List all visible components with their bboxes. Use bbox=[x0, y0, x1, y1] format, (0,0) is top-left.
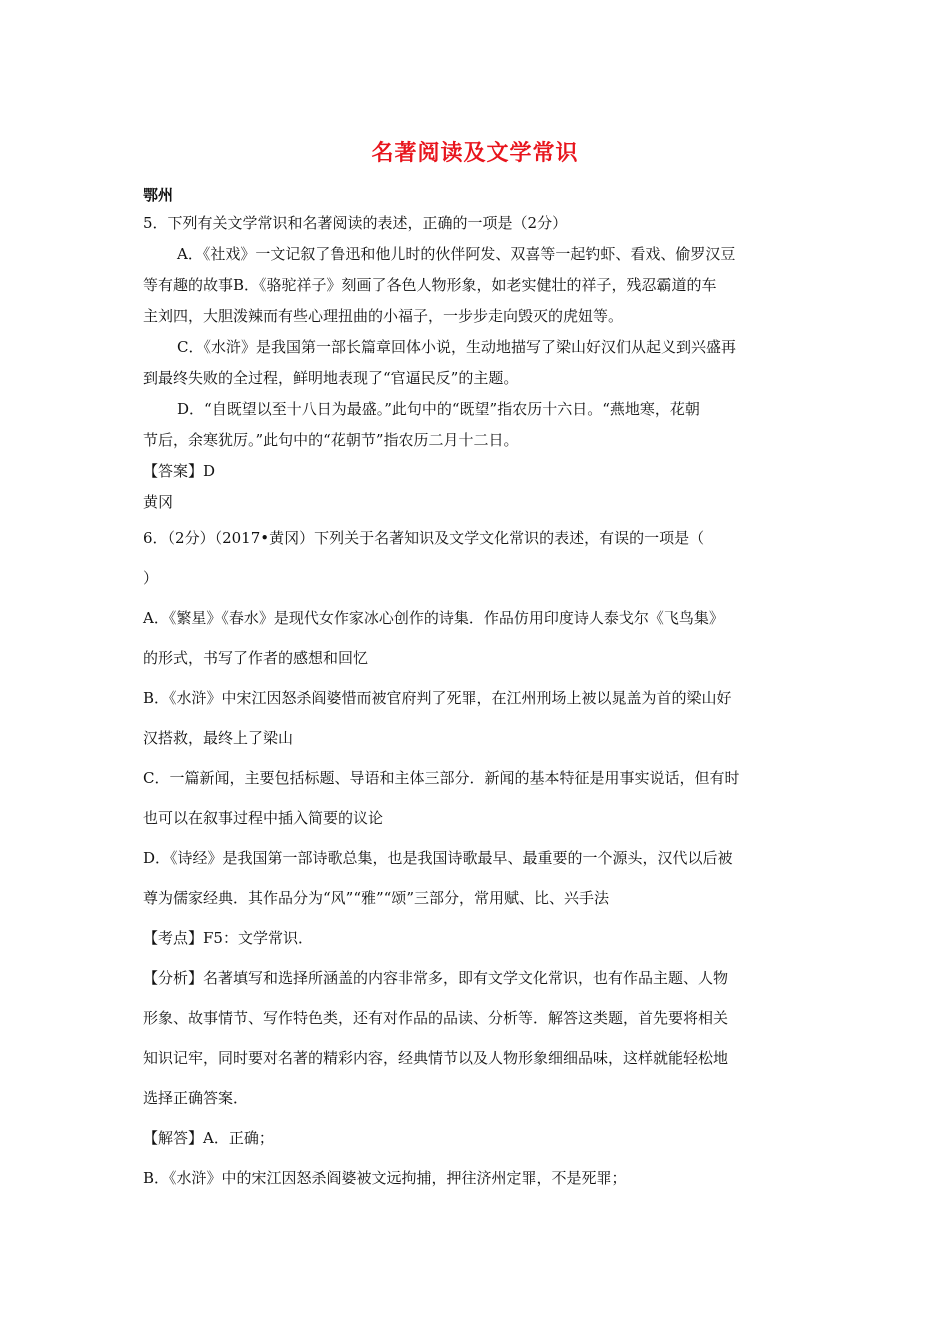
document-body bbox=[143, 180, 811, 1198]
question-6-stem-line-1: 6．（2分）（2017•黄冈）下列关于名著知识及文学文化常识的表述，有误的一项是（ bbox=[143, 529, 705, 547]
question-6-stem-line-2: ） bbox=[143, 569, 159, 587]
question-6-solution-line-1: 【解答】A．正确； bbox=[143, 1129, 274, 1147]
question-6-option-d-line-2: 尊为儒家经典．其作品分为“风”“雅”“颂”三部分，常用赋、比、兴手法 bbox=[143, 889, 610, 907]
question-6-option-b-line-2: 汉搭救，最终上了梁山 bbox=[143, 729, 294, 747]
question-6-option-b-line-1: B．《水浒》中宋江因怒杀阎婆惜而被官府判了死罪，在江州刑场上被以晁盖为首的梁山好 bbox=[143, 689, 732, 707]
question-6-option-c-line-1: C．一篇新闻，主要包括标题、导语和主体三部分．新闻的基本特征是用事实说话，但有时 bbox=[143, 769, 740, 787]
question-5-option-a-line-2: 等有趣的故事B．《骆驼祥子》刻画了各色人物形象，如老实健壮的祥子，残忍霸道的车 bbox=[143, 276, 717, 294]
question-5-option-c-line-1: C．《水浒》是我国第一部长篇章回体小说，生动地描写了梁山好汉们从起义到兴盛再 bbox=[177, 338, 736, 356]
question-6-analysis-line-3: 知识记牢，同时要对名著的精彩内容，经典情节以及人物形象细细品味，这样就能轻松地 bbox=[143, 1049, 729, 1067]
question-6-block bbox=[143, 518, 811, 1198]
question-6-solution-line-2: B．《水浒》中的宋江因怒杀阎婆被文远拘捕，押往济州定罪，不是死罪； bbox=[143, 1169, 627, 1187]
question-5-option-a-line-1: A．《社戏》一文记叙了鲁迅和他儿时的伙伴阿发、双喜等一起钓虾、看戏、偷罗汉豆 bbox=[177, 245, 736, 263]
question-5-option-d-line-1: D．“自既望以至十八日为最盛。”此句中的“既望”指农历十六日。“燕地寒，花朝 bbox=[177, 400, 700, 418]
region-heading-ezhou: 鄂州 bbox=[143, 186, 174, 204]
question-5-option-d-line-2: 节后，余寒犹厉。”此句中的“花朝节”指农历二月十二日。 bbox=[143, 431, 519, 449]
document-title: 名著阅读及文学常识 bbox=[371, 140, 579, 166]
question-6-option-c-line-2: 也可以在叙事过程中插入简要的议论 bbox=[143, 809, 384, 827]
question-5-answer: 【答案】D bbox=[143, 462, 216, 480]
question-6-analysis-line-4: 选择正确答案． bbox=[143, 1089, 249, 1107]
question-5-stem: 5．下列有关文学常识和名著阅读的表述，正确的一项是（2分） bbox=[143, 214, 568, 232]
question-5-option-c-line-2: 到最终失败的全过程，鲜明地表现了“官逼民反”的主题。 bbox=[143, 369, 519, 387]
question-6-option-a-line-2: 的形式，书写了作者的感想和回忆 bbox=[143, 649, 369, 667]
question-6-analysis-line-1: 【分析】名著填写和选择所涵盖的内容非常多，即有文学文化常识，也有作品主题、人物 bbox=[143, 969, 729, 987]
question-6-option-a-line-1: A．《繁星》《春水》是现代女作家冰心创作的诗集．作品仿用印度诗人泰戈尔《飞鸟集》 bbox=[143, 609, 724, 627]
question-6-kaodian: 【考点】F5：文学常识． bbox=[143, 929, 313, 947]
question-6-option-d-line-1: D．《诗经》是我国第一部诗歌总集，也是我国诗歌最早、最重要的一个源头，汉代以后被 bbox=[143, 849, 733, 867]
region-heading-huanggang: 黄冈 bbox=[143, 493, 174, 511]
question-5-block bbox=[143, 180, 811, 518]
question-6-analysis-line-2: 形象、故事情节、写作特色类，还有对作品的品读、分析等．解答这类题，首先要将相关 bbox=[143, 1009, 729, 1027]
question-5-option-a-line-3: 主刘四，大胆泼辣而有些心理扭曲的小福子，一步步走向毁灭的虎妞等。 bbox=[143, 307, 624, 325]
